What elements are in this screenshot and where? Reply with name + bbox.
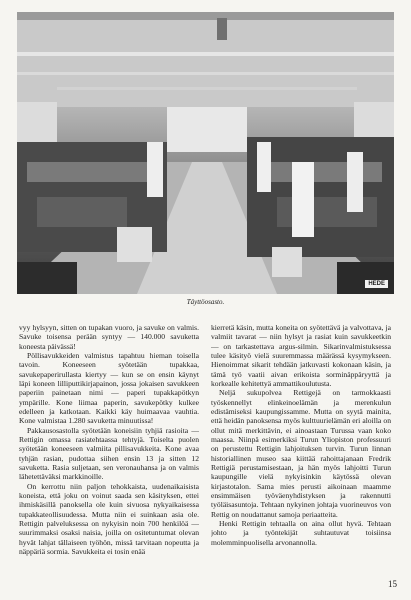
paragraph: Pakkausosastolla syötetään koneisiin tyhjiä rasioita — Rettigin omassa rasiatehtaassa tehtyjä. Toiselta puolen syötetään koneeseen valmiita pillisavukkeita. Kone avaa tyhjän rasian, pudottaa siihen ensin 13 ja sitten 12 savuketta. Rasia suljetaan, sen veronauhansa ja on valmis lähetettäväksi markkinoille. xyxy=(19,425,199,482)
paragraph: On kerrottu niin paljon tehokkaista, uudenaikaisista koneista, että joku on voinut saada sen käsityksen, ettei ihmiskäsillä panoksella ole kuin sivuosa nykyaikaisessa tupakkateollisuudessa. Mutta niin ei suinkaan asia ole. Rettigin palveluksessa on nykyisin noin 700 henkilöä — suurimmaksi osaksi naisia, joilla on ositetuntumat olevan hyvät lahjat tällaiseen työhön, missä tarvitaan nopeutta ja näppäriä sormia. Savukkeita ei tosin enää xyxy=(19,481,199,556)
photo-watermark: HEDE xyxy=(365,280,388,288)
text-column-right xyxy=(211,323,391,583)
paragraph: kierretä käsin, mutta koneita on syötettävä ja valvottava, ja valmiit tavarat — niin hylsyt ja rasiat kuin savukkeetkin — on tarkastettava argus-silmin. Sikarinvalmistuksessa tulee käsityö vielä suuremmassa määrässä kysymykseen. Hienoimmat sikarit tehdään jatkuvasti kokonaan käsin, ja tämä työ vaatii aivan erikoista sorminäppäryyttä ja korkealle kehitettyä ammattikoulutusta. xyxy=(211,323,391,388)
paragraph: Pöllisavukkeiden valmistus tapahtuu hieman toisella tavoin. Koneeseen syötetään tupakkaa, savukepaperirullasta kiertyy — kun se on ensin käynyt läpi koneen lilliputtikirjapainon, jossa jokaisen savukkeen paperiin painetaan nimi — paperi tupakkapötkyn ympärille. Kone liimaa paperin, savukepötky kulkee edelleen ja katkotaan. Kaikki käy huimaavaa vauhtia. Kone valmistaa 1.280 savuketta minuutissa! xyxy=(19,350,199,426)
text-column-left xyxy=(19,323,199,583)
paragraph: vyy hylsyyn, sitten on tupakan vuoro, ja savuke on valmis. Savuke toisensa perään syntyy — 140.000 savuketta koneesta päivässä! xyxy=(19,323,199,351)
page-number: 15 xyxy=(388,579,397,589)
factory-photo xyxy=(17,12,394,294)
paragraph: Neljä sukupolvea Rettigejä on tarmokkaasti työskennellyt elinkeinoelämän ja merenkulun edistämiseksi kaupungissamme. Mutta on syytä mainita, että heidän panoksensa myös kulttuurielämän eri aloilla on ollut mitä merkittävin, ei ainoastaan Turussa vaan koko maassa. Niinpä esimerkiksi Turun Yliopiston professuuri on perustettu Rettigin lahjoituksen turvin. Turun linnan historiallinen museo saa kiittää rahoittajanaan Fredrik Rettigiä perustamisestaan, ja hän myös lahjoitti Turun kaupungille vielä nykyisinkin käytössä olevan kirjastotalon. Sama mies perusti aikoinaan maamme ensimmäisen työväenyhdistyksen ja rakennutti työläisasuntoja. Tehtaan nykyinen johtaja vuorineuvos von Rettig on noudattanut samoja periaatteita. xyxy=(211,388,391,519)
filling-department-image xyxy=(17,12,394,294)
photo-caption: Täyttöosasto. xyxy=(186,298,225,306)
paragraph: Henki Rettigin tehtaalla on aina ollut hyvä. Tehtaan johto ja työntekijät suhtautuvat toisiinsa molemminpuolisella arvonannolla. xyxy=(211,518,391,547)
